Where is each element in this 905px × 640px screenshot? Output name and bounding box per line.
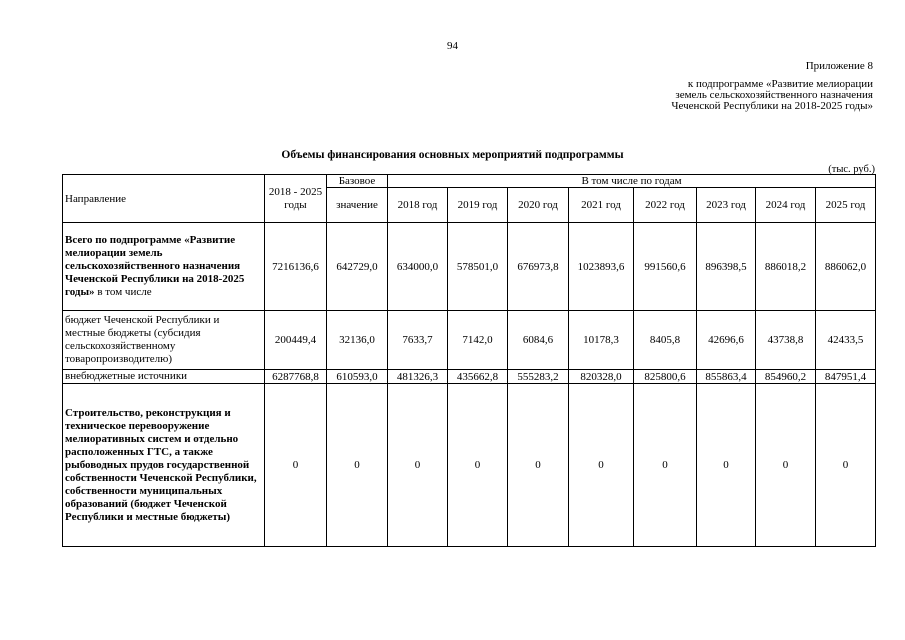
value-cell: 435662,8 [448, 370, 508, 384]
value-cell: 0 [448, 384, 508, 547]
value-cell: 481326,3 [388, 370, 448, 384]
financing-table [62, 174, 876, 547]
header-base-line-1: Базовое [327, 175, 388, 188]
value-cell: 32136,0 [327, 311, 388, 370]
header-total-period: 2018 - 2025 годы [265, 175, 327, 223]
value-cell: 0 [569, 384, 634, 547]
value-cell: 8405,8 [634, 311, 697, 370]
header-year: 2020 год [508, 188, 569, 223]
value-cell: 847951,4 [816, 370, 876, 384]
value-cell: 43738,8 [756, 311, 816, 370]
header-by-years: В том числе по годам [388, 175, 876, 188]
value-cell: 886018,2 [756, 223, 816, 311]
row-total-label-main: Всего по подпрограмме «Развитие мелиорации земель сельскохозяйственного назначения Чеченской Республики на 2018-2025 годы» [65, 234, 245, 298]
header-year: 2024 год [756, 188, 816, 223]
value-cell: 7633,7 [388, 311, 448, 370]
header-year: 2018 год [388, 188, 448, 223]
value-cell: 578501,0 [448, 223, 508, 311]
value-cell: 1023893,6 [569, 223, 634, 311]
table-title: Объемы финансирования основных мероприятий подпрограммы [281, 149, 624, 161]
row-construction [63, 384, 876, 547]
value-cell: 0 [388, 384, 448, 547]
row-total [63, 223, 876, 311]
header-row-1 [63, 175, 876, 188]
appendix-title: Приложение 8 [805, 60, 873, 72]
value-cell: 6287768,8 [265, 370, 327, 384]
value-cell: 820328,0 [569, 370, 634, 384]
appendix-line-2: земель сельскохозяйственного назначения [675, 89, 873, 101]
header-year: 2023 год [697, 188, 756, 223]
page-number: 94 [447, 40, 458, 52]
value-cell: 610593,0 [327, 370, 388, 384]
header-base-line-2: значение [327, 188, 388, 223]
appendix-subtitle [671, 79, 873, 112]
value-cell: 0 [697, 384, 756, 547]
appendix-line-1: к подпрограмме «Развитие мелиорации [687, 78, 873, 90]
value-cell: 676973,8 [508, 223, 569, 311]
row-offbudget-label: внебюджетные источники [63, 370, 265, 384]
value-cell: 0 [756, 384, 816, 547]
value-cell: 7142,0 [448, 311, 508, 370]
row-offbudget [63, 370, 876, 384]
header-year: 2025 год [816, 188, 876, 223]
value-cell: 0 [816, 384, 876, 547]
value-cell: 642729,0 [327, 223, 388, 311]
value-cell: 6084,6 [508, 311, 569, 370]
value-cell: 0 [327, 384, 388, 547]
value-cell: 0 [508, 384, 569, 547]
row-budget-label: бюджет Чеченской Республики и местные бюджеты (субсидия сельскохозяйственному товаропроизводителю) [63, 311, 265, 370]
row-total-label-tail: в том числе [94, 286, 152, 298]
units-label: (тыс. руб.) [828, 164, 875, 175]
header-year: 2021 год [569, 188, 634, 223]
value-cell: 854960,2 [756, 370, 816, 384]
value-cell: 886062,0 [816, 223, 876, 311]
value-cell: 555283,2 [508, 370, 569, 384]
value-cell: 200449,4 [265, 311, 327, 370]
value-cell: 634000,0 [388, 223, 448, 311]
value-cell: 10178,3 [569, 311, 634, 370]
row-total-label [63, 223, 265, 311]
value-cell: 42696,6 [697, 311, 756, 370]
value-cell: 855863,4 [697, 370, 756, 384]
header-year: 2022 год [634, 188, 697, 223]
row-construction-label: Строительство, реконструкция и техническое перевооружение мелиоративных систем и отдельно расположенных ГТС, а также рыбоводных прудов государственной собственности Чеченской Республики, собственности муниципальных образований (бюджет Чеченской Республики и местные бюджеты) [63, 384, 265, 547]
value-cell: 7216136,6 [265, 223, 327, 311]
value-cell: 896398,5 [697, 223, 756, 311]
value-cell: 825800,6 [634, 370, 697, 384]
appendix-line-3: Чеченской Республики на 2018-2025 годы» [671, 100, 873, 112]
value-cell: 42433,5 [816, 311, 876, 370]
value-cell: 991560,6 [634, 223, 697, 311]
header-year: 2019 год [448, 188, 508, 223]
value-cell: 0 [634, 384, 697, 547]
row-budget [63, 311, 876, 370]
header-direction: Направление [63, 175, 265, 223]
value-cell: 0 [265, 384, 327, 547]
